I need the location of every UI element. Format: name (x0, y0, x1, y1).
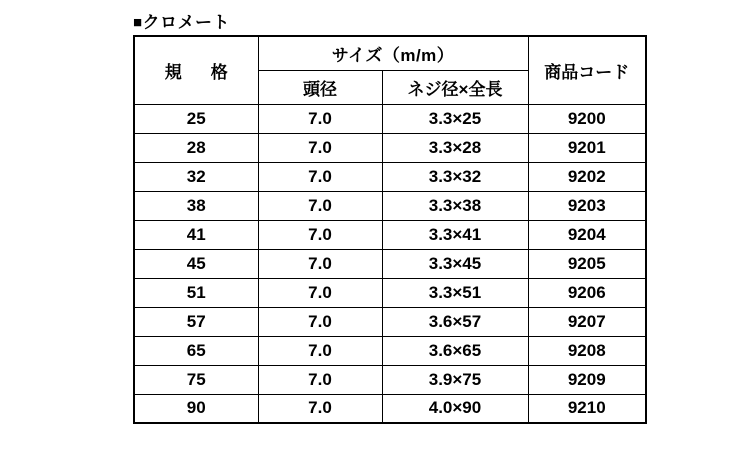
cell-kikaku: 32 (134, 162, 258, 191)
cell-code: 9204 (528, 220, 646, 249)
table-row (134, 162, 646, 191)
column-header-code: 商品コード (528, 36, 646, 104)
cell-neji: 3.6×57 (382, 307, 528, 336)
cell-kikaku: 75 (134, 365, 258, 394)
column-header-toukei: 頭径 (258, 70, 382, 104)
column-header-neji: ネジ径×全長 (382, 70, 528, 104)
square-bullet-icon: ■ (133, 14, 143, 31)
table-row (134, 220, 646, 249)
cell-toukei: 7.0 (258, 162, 382, 191)
cell-neji: 3.3×41 (382, 220, 528, 249)
column-header-size-group: サイズ（m/m） (258, 36, 528, 70)
cell-code: 9203 (528, 191, 646, 220)
cell-kikaku: 51 (134, 278, 258, 307)
cell-code: 9200 (528, 104, 646, 133)
table-row (134, 191, 646, 220)
header-row-top (134, 36, 646, 70)
cell-kikaku: 57 (134, 307, 258, 336)
cell-neji: 3.3×51 (382, 278, 528, 307)
cell-code: 9206 (528, 278, 646, 307)
cell-neji: 4.0×90 (382, 394, 528, 423)
spec-table (133, 35, 647, 424)
cell-neji: 3.3×32 (382, 162, 528, 191)
spec-table-head (134, 36, 646, 104)
cell-code: 9202 (528, 162, 646, 191)
section-caption (133, 13, 230, 33)
cell-toukei: 7.0 (258, 278, 382, 307)
cell-toukei: 7.0 (258, 307, 382, 336)
table-row (134, 365, 646, 394)
cell-toukei: 7.0 (258, 133, 382, 162)
cell-toukei: 7.0 (258, 191, 382, 220)
cell-neji: 3.9×75 (382, 365, 528, 394)
cell-toukei: 7.0 (258, 365, 382, 394)
cell-toukei: 7.0 (258, 104, 382, 133)
section-caption-text: クロメート (142, 13, 231, 32)
cell-neji: 3.6×65 (382, 336, 528, 365)
table-row (134, 249, 646, 278)
table-row (134, 307, 646, 336)
cell-neji: 3.3×25 (382, 104, 528, 133)
cell-code: 9208 (528, 336, 646, 365)
cell-neji: 3.3×28 (382, 133, 528, 162)
cell-neji: 3.3×45 (382, 249, 528, 278)
cell-kikaku: 38 (134, 191, 258, 220)
spec-table-wrapper (133, 35, 647, 424)
table-row (134, 336, 646, 365)
cell-toukei: 7.0 (258, 249, 382, 278)
spec-table-body (134, 104, 646, 423)
cell-kikaku: 65 (134, 336, 258, 365)
cell-code: 9209 (528, 365, 646, 394)
cell-code: 9201 (528, 133, 646, 162)
cell-kikaku: 90 (134, 394, 258, 423)
cell-toukei: 7.0 (258, 336, 382, 365)
cell-toukei: 7.0 (258, 220, 382, 249)
table-row (134, 394, 646, 423)
column-header-kikaku: 規 格 (134, 36, 258, 104)
table-row (134, 104, 646, 133)
table-row (134, 133, 646, 162)
cell-kikaku: 28 (134, 133, 258, 162)
cell-kikaku: 25 (134, 104, 258, 133)
table-row (134, 278, 646, 307)
cell-toukei: 7.0 (258, 394, 382, 423)
cell-kikaku: 41 (134, 220, 258, 249)
cell-code: 9210 (528, 394, 646, 423)
cell-kikaku: 45 (134, 249, 258, 278)
cell-code: 9205 (528, 249, 646, 278)
cell-code: 9207 (528, 307, 646, 336)
cell-neji: 3.3×38 (382, 191, 528, 220)
